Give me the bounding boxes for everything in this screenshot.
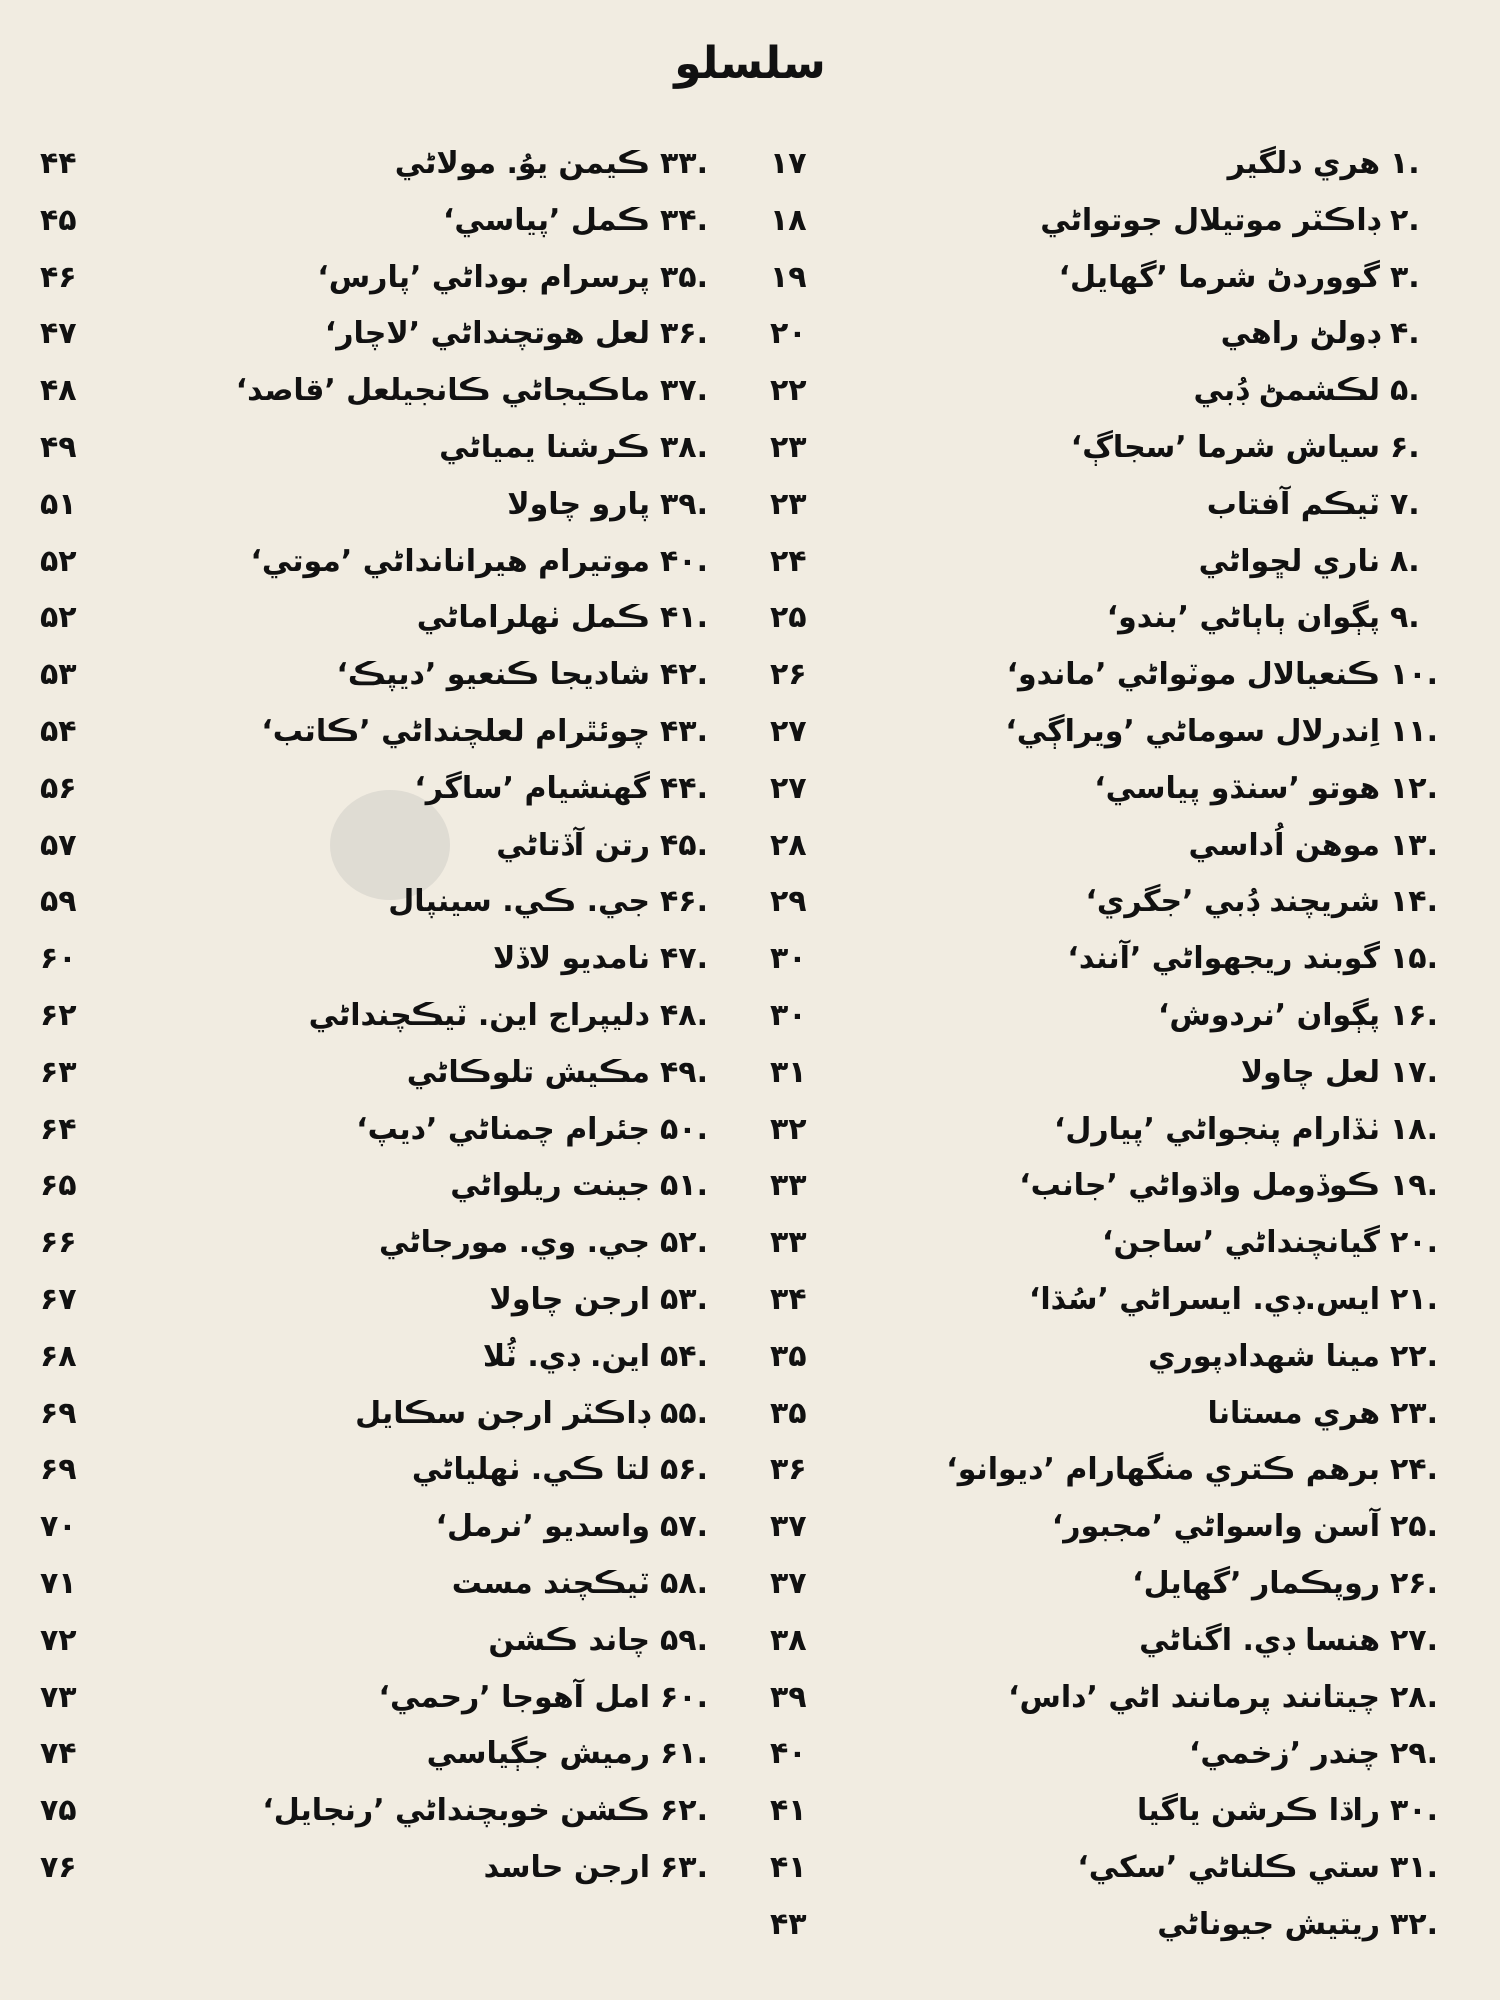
entry-page-number: ۲۶ (770, 657, 807, 693)
entry-page-number: ۶۹ (40, 1395, 77, 1431)
entry-page-number: ۲۷ (770, 713, 807, 749)
entry-number: ۳۵. (660, 259, 709, 295)
entry-number: ۵. (1390, 373, 1420, 409)
entry-name: ٺڏارام پنجواڻي ’پيارل‘ (1053, 1111, 1380, 1147)
entry-number: ۳۱. (1390, 1849, 1439, 1885)
entry-name: گيانچنداڻي ’ساجن‘ (1102, 1225, 1380, 1261)
entry-number: ۴۵. (660, 827, 709, 863)
entry-page-number: ۷۳ (40, 1679, 77, 1715)
entry-number: ۳۸. (660, 429, 709, 465)
entry-number: ۳۶. (660, 316, 709, 352)
entry-number: ۵۸. (660, 1565, 709, 1601)
entry-page-number: ۳۰ (770, 941, 807, 977)
toc-entry (770, 590, 1470, 647)
entry-name: هري مستانا (1207, 1395, 1380, 1431)
toc-entry (770, 477, 1470, 534)
entry-page-number: ۶۹ (40, 1452, 77, 1488)
entry-number: ۱۶. (1390, 997, 1439, 1033)
entry-name: گووردڻ شرما ’گھايل‘ (1058, 259, 1380, 295)
entry-name: دليپراج اين. ٽيڪچنداڻي (308, 997, 650, 1033)
entry-name: موتيرام هيرانانداڻي ’موتي‘ (250, 543, 650, 579)
entry-number: ۴۲. (660, 657, 709, 693)
entry-number: ۵۴. (660, 1338, 709, 1374)
entry-page-number: ۴۷ (40, 316, 77, 352)
entry-number: ۱۰. (1390, 657, 1439, 693)
entry-name: ڪرشنا يمياڻي (439, 429, 650, 465)
entry-name: ڊاڪٽر موتيلال جوتواڻي (1040, 202, 1380, 238)
entry-page-number: ۶۲ (40, 997, 77, 1033)
entry-name: هنسا ڊي. اگناڻي (1139, 1622, 1380, 1658)
toc-entry (770, 1840, 1470, 1897)
toc-entry (40, 818, 740, 875)
entry-number: ۵۹. (660, 1622, 709, 1658)
toc-entry (770, 1158, 1470, 1215)
toc-entry (770, 1102, 1470, 1159)
entry-number: ۲۲. (1390, 1338, 1439, 1374)
entry-page-number: ۲۴ (770, 543, 807, 579)
entry-name: سياش شرما ’سجاڳ‘ (1070, 429, 1380, 465)
entry-name: شريچند ڊُبي ’جگري‘ (1085, 884, 1380, 920)
entry-number: ۴۴. (660, 770, 709, 806)
entry-page-number: ۳۷ (770, 1509, 807, 1545)
entry-page-number: ۳۳ (770, 1225, 807, 1261)
entry-page-number: ۶۸ (40, 1338, 77, 1374)
entry-number: ۱. (1390, 146, 1420, 181)
entry-number: ۱۵. (1390, 941, 1439, 977)
entry-number: ۲۹. (1390, 1736, 1439, 1772)
entry-page-number: ۴۸ (40, 373, 77, 409)
entry-page-number: ۶۵ (40, 1168, 77, 1204)
toc-entry (770, 1329, 1470, 1386)
entry-name: جئرام چمناڻي ’ديپ‘ (356, 1111, 650, 1147)
toc-entry (40, 761, 740, 818)
entry-number: ۱۱. (1390, 713, 1439, 749)
toc-entry (40, 931, 740, 988)
entry-name: امل آهوجا ’رحمي‘ (378, 1679, 650, 1715)
entry-name: پارو چاولا (507, 486, 650, 522)
entry-page-number: ۵۶ (40, 770, 77, 806)
toc-entry (40, 704, 740, 761)
toc-entry (770, 363, 1470, 420)
entry-page-number: ۲۳ (770, 429, 807, 465)
entry-page-number: ۵۹ (40, 884, 77, 920)
entry-number: ۳۷. (660, 373, 709, 409)
entry-page-number: ۱۷ (770, 146, 807, 181)
toc-entry (40, 477, 740, 534)
toc-entry (40, 1272, 740, 1329)
entry-number: ۶۳. (660, 1849, 709, 1885)
toc-entry (40, 1329, 740, 1386)
toc-entry (40, 1045, 740, 1102)
entry-number: ۹. (1390, 600, 1420, 636)
entry-number: ۵۳. (660, 1281, 709, 1317)
toc-entry (40, 988, 740, 1045)
entry-page-number: ۲۸ (770, 827, 807, 863)
entry-name: گھنشيام ’ساگر‘ (414, 770, 650, 806)
toc-entry (770, 1613, 1470, 1670)
entry-number: ۴۳. (660, 713, 709, 749)
entry-number: ۴۱. (660, 600, 709, 636)
entry-page-number: ۵۲ (40, 543, 77, 579)
entry-name: ٽيڪم آفتاب (1206, 486, 1380, 522)
toc-entry (770, 1272, 1470, 1329)
entry-number: ۶. (1390, 429, 1420, 465)
entry-number: ۲۸. (1390, 1679, 1439, 1715)
toc-entry (770, 818, 1470, 875)
entry-name: رميش جڳياسي (426, 1736, 650, 1772)
page-title: سلسلو (674, 38, 826, 89)
entry-name: جي. ڪي. سينپال (388, 884, 650, 920)
entry-name: ارجن چاولا (489, 1281, 650, 1317)
entry-number: ۲۶. (1390, 1565, 1439, 1601)
entry-number: ۸. (1390, 543, 1420, 579)
toc-entry (40, 250, 740, 307)
entry-name: لعل چاولا (1240, 1054, 1380, 1090)
entry-page-number: ۶۳ (40, 1054, 77, 1090)
toc-entry (770, 761, 1470, 818)
entry-number: ۵۶. (660, 1452, 709, 1488)
toc-entry (40, 193, 740, 250)
entry-number: ۴۷. (660, 941, 709, 977)
entry-name: ڪمل ’پياسي‘ (443, 202, 650, 238)
entry-number: ۱۴. (1390, 884, 1439, 920)
entry-number: ۳۰. (1390, 1793, 1439, 1829)
entry-name: برهم ڪتري منگھارام ’ديوانو‘ (946, 1452, 1380, 1488)
entry-number: ۵۰. (660, 1111, 709, 1147)
entry-page-number: ۵۲ (40, 600, 77, 636)
toc-entry (40, 1840, 740, 1897)
entry-name: ڊولڻ راهي (1220, 316, 1380, 352)
entry-page-number: ۷۰ (40, 1509, 77, 1545)
entry-number: ۶۰. (660, 1679, 709, 1715)
entry-page-number: ۴۱ (770, 1793, 807, 1829)
entry-name: گوبند ريجھواڻي ’آنند‘ (1067, 941, 1380, 977)
toc-entry (770, 1386, 1470, 1443)
entry-page-number: ۲۵ (770, 600, 807, 636)
entry-name: ڪشن خوبچنداڻي ’رنجايل‘ (262, 1793, 650, 1829)
toc-entry (770, 1442, 1470, 1499)
entry-name: ريتيش جيوناڻي (1157, 1906, 1380, 1942)
entry-name: لعل هوتچنداڻي ’لاچار‘ (324, 316, 650, 352)
entry-name: ايس.ڊي. ايسراڻي ’سُڌا‘ (1028, 1281, 1380, 1317)
entry-number: ۶۲. (660, 1793, 709, 1829)
toc-entry (40, 590, 740, 647)
entry-page-number: ۶۴ (40, 1111, 77, 1147)
toc-entry (770, 874, 1470, 931)
toc-entry (40, 1442, 740, 1499)
entry-name: پڳوان ٻاٻاڻي ’بندو‘ (1106, 600, 1380, 636)
entry-page-number: ۴۰ (770, 1736, 807, 1772)
entry-page-number: ۷۱ (40, 1565, 77, 1601)
entry-number: ۵۵. (660, 1395, 709, 1431)
toc-entry (40, 420, 740, 477)
entry-page-number: ۲۹ (770, 884, 807, 920)
entry-page-number: ۵۴ (40, 713, 77, 749)
entry-page-number: ۷۴ (40, 1736, 77, 1772)
toc-entry (770, 1897, 1470, 1954)
toc-entry (40, 363, 740, 420)
entry-page-number: ۳۳ (770, 1168, 807, 1204)
entry-number: ۵۲. (660, 1225, 709, 1261)
entry-page-number: ۴۵ (40, 202, 77, 238)
entry-name: ستي ڪلناڻي ’سکي‘ (1077, 1849, 1380, 1885)
entry-page-number: ۴۴ (40, 146, 77, 181)
toc-entry (40, 1613, 740, 1670)
toc-entry (40, 534, 740, 591)
entry-page-number: ۳۲ (770, 1111, 807, 1147)
toc-entry (770, 1670, 1470, 1727)
entry-page-number: ۱۹ (770, 259, 807, 295)
toc-entry (40, 1102, 740, 1159)
entry-name: راڌا ڪرشن ياگيا (1137, 1793, 1380, 1829)
entry-page-number: ۶۶ (40, 1225, 77, 1261)
entry-number: ۱۳. (1390, 827, 1439, 863)
toc-entry (40, 874, 740, 931)
entry-name: چيتانند پرمانند اڻي ’داس‘ (1008, 1679, 1380, 1715)
entry-page-number: ۳۸ (770, 1622, 807, 1658)
toc-entry (40, 136, 740, 193)
entry-number: ۴۰. (660, 543, 709, 579)
toc-entry (770, 1556, 1470, 1613)
entry-name: چوئٿرام لعلچنداڻي ’ڪاتب‘ (261, 713, 650, 749)
entry-page-number: ۷۵ (40, 1793, 77, 1829)
entry-name: روپڪمار ’گھايل‘ (1132, 1565, 1380, 1601)
entry-number: ۲۷. (1390, 1622, 1439, 1658)
entry-number: ۴۹. (660, 1054, 709, 1090)
entry-page-number: ۳۶ (770, 1452, 807, 1488)
entry-number: ۲. (1390, 202, 1420, 238)
entry-number: ۲۰. (1390, 1225, 1439, 1261)
toc-entry (770, 193, 1470, 250)
toc-entry (770, 250, 1470, 307)
toc-entry (770, 647, 1470, 704)
entry-page-number: ۵۳ (40, 657, 77, 693)
entry-name: لتا ڪي. ٺهلياڻي (411, 1452, 650, 1488)
entry-name: واسديو ’نرمل‘ (435, 1509, 650, 1545)
entry-number: ۵۷. (660, 1509, 709, 1545)
entry-page-number: ۲۷ (770, 770, 807, 806)
entry-name: اِندرلال سوماڻي ’ويراڳي‘ (1005, 713, 1380, 749)
entry-number: ۳۲. (1390, 1906, 1439, 1942)
entry-name: لڪشمڻ ڊُبي (1193, 373, 1380, 409)
toc-entry (770, 136, 1470, 193)
entry-page-number: ۲۰ (770, 316, 807, 352)
toc-entry (40, 1386, 740, 1443)
toc-entry (770, 988, 1470, 1045)
entry-page-number: ۳۷ (770, 1565, 807, 1601)
toc-entry (40, 306, 740, 363)
entry-name: موهن اُداسي (1188, 827, 1380, 863)
toc-entry (770, 1499, 1470, 1556)
entry-name: ڪنعيالال موٽواڻي ’ماندو‘ (1006, 657, 1380, 693)
entry-name: ٽيڪچند مست (451, 1565, 650, 1601)
entry-page-number: ۵۱ (40, 486, 77, 522)
entry-number: ۲۵. (1390, 1509, 1439, 1545)
toc-entry (770, 534, 1470, 591)
toc-entry (40, 1215, 740, 1272)
toc-entry (770, 1783, 1470, 1840)
entry-page-number: ۶۷ (40, 1281, 77, 1317)
entry-page-number: ۳۹ (770, 1679, 807, 1715)
entry-number: ۴۶. (660, 884, 709, 920)
toc-entry (770, 420, 1470, 477)
entry-name: نامديو لاڏلا (493, 941, 650, 977)
entry-name: ارجن حاسد (483, 1849, 650, 1885)
entry-number: ۲۳. (1390, 1395, 1439, 1431)
toc-entry (40, 647, 740, 704)
entry-page-number: ۴۶ (40, 259, 77, 295)
entry-number: ۱۷. (1390, 1054, 1439, 1090)
toc-entry (40, 1783, 740, 1840)
toc-entry (770, 306, 1470, 363)
entry-number: ۱۸. (1390, 1111, 1439, 1147)
toc-left-column (40, 136, 740, 1897)
entry-page-number: ۳۵ (770, 1338, 807, 1374)
toc-entry (40, 1556, 740, 1613)
entry-name: پڳوان ’نردوش‘ (1157, 997, 1380, 1033)
toc-entry (40, 1158, 740, 1215)
entry-name: مڪيش تلوڪاڻي (406, 1054, 650, 1090)
toc-entry (40, 1726, 740, 1783)
entry-number: ۳۳. (660, 146, 709, 181)
entry-number: ۴۸. (660, 997, 709, 1033)
entry-page-number: ۴۱ (770, 1849, 807, 1885)
entry-number: ۳۴. (660, 202, 709, 238)
toc-entry (770, 1045, 1470, 1102)
entry-name: رتن آڏتاڻي (496, 827, 650, 863)
toc-entry (770, 1215, 1470, 1272)
entry-name: مينا شهدادپوري (1148, 1338, 1380, 1374)
entry-name: اين. ڊي. ٽُلا (482, 1338, 650, 1374)
entry-name: پرسرام بوداڻي ’پارس‘ (317, 259, 650, 295)
toc-right-column (770, 136, 1470, 1954)
entry-page-number: ۷۶ (40, 1849, 77, 1885)
entry-number: ۳۹. (660, 486, 709, 522)
entry-name: هوتو ’سنڌو پياسي‘ (1094, 770, 1380, 806)
toc-entry (40, 1499, 740, 1556)
entry-name: ڪوڏومل واڌواڻي ’جانب‘ (1019, 1168, 1380, 1204)
entry-page-number: ۳۱ (770, 1054, 807, 1090)
entry-page-number: ۲۲ (770, 373, 807, 409)
entry-number: ۲۱. (1390, 1281, 1439, 1317)
entry-name: آسن واسواڻي ’مجبور‘ (1051, 1509, 1380, 1545)
entry-name: ڪمل ٺهلراماڻي (416, 600, 650, 636)
entry-page-number: ۳۰ (770, 997, 807, 1033)
entry-page-number: ۵۷ (40, 827, 77, 863)
entry-name: چاند ڪشن (488, 1622, 650, 1658)
entry-page-number: ۳۴ (770, 1281, 807, 1317)
entry-page-number: ۳۵ (770, 1395, 807, 1431)
entry-name: ڪيمن يوُ. مولاڻي (394, 146, 650, 181)
entry-number: ۵۱. (660, 1168, 709, 1204)
entry-page-number: ۱۸ (770, 202, 807, 238)
entry-page-number: ۲۳ (770, 486, 807, 522)
entry-name: ناري لڇواڻي (1198, 543, 1380, 579)
entry-number: ۱۲. (1390, 770, 1439, 806)
entry-page-number: ۴۳ (770, 1906, 807, 1942)
entry-number: ۳. (1390, 259, 1420, 295)
entry-number: ۱۹. (1390, 1168, 1439, 1204)
toc-entry (770, 1726, 1470, 1783)
entry-name: جي. وي. مورجاڻي (379, 1225, 650, 1261)
entry-name: شاديجا ڪنعيو ’ديپڪ‘ (336, 657, 650, 693)
entry-page-number: ۶۰ (40, 941, 77, 977)
entry-number: ۷. (1390, 486, 1420, 522)
entry-name: جينت ريلواڻي (450, 1168, 650, 1204)
toc-entry (40, 1670, 740, 1727)
entry-number: ۲۴. (1390, 1452, 1439, 1488)
entry-page-number: ۴۹ (40, 429, 77, 465)
entry-name: ڊاڪٽر ارجن سڪايل (355, 1395, 650, 1431)
entry-page-number: ۷۲ (40, 1622, 77, 1658)
toc-entry (770, 704, 1470, 761)
entry-name: چندر ’زخمي‘ (1188, 1736, 1380, 1772)
entry-number: ۶۱. (660, 1736, 709, 1772)
entry-name: ماڪيجاڻي ڪانجيلعل ’قاصد‘ (235, 373, 650, 409)
toc-entry (770, 931, 1470, 988)
entry-name: هري دلگير (1227, 146, 1380, 181)
entry-number: ۴. (1390, 316, 1420, 352)
